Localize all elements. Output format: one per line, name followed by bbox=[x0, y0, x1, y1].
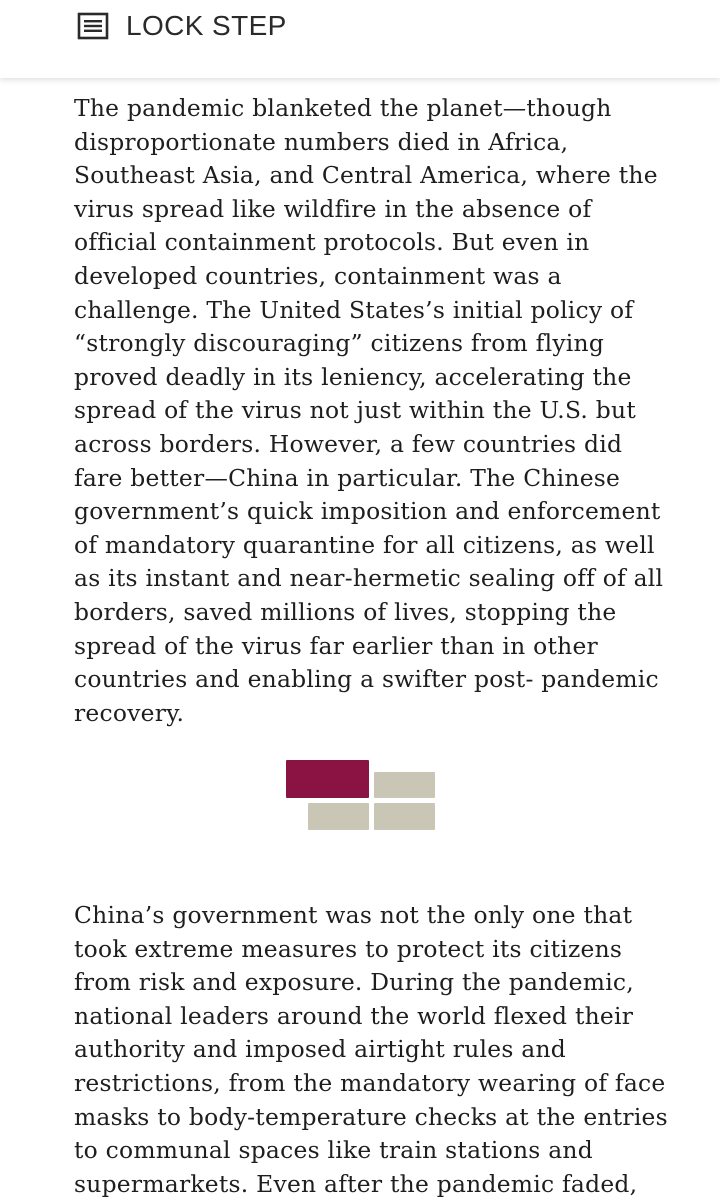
article-body bbox=[74, 92, 674, 730]
article-paragraph: The pandemic blanketed the planet—though disproportionate numbers died in Africa, Southeast Asia, and Central America, where the virus spread like wildfire in the absence of official containment protocols. But even in developed countries, containment was a challenge. The United States’s initial policy of “strongly discouraging” citizens from flying proved deadly in its leniency, accelerating the spread of the virus not just within the U.S. but across borders. However, a few countries did fare better—China in particular. The Chinese government’s quick imposition and enforcement of mandatory quarantine for all citizens, as well as its instant and near-hermetic sealing off of all borders, saved millions of lives, stopping the spread of the virus far earlier than in other countries and enabling a swifter post- pandemic recovery. bbox=[74, 94, 664, 727]
header bbox=[77, 7, 287, 45]
menu-lines-icon[interactable] bbox=[77, 12, 109, 40]
article-body-continued bbox=[74, 899, 674, 1200]
article-paragraph: China’s government was not the only one that took extreme measures to protect its citizens from risk and exposure. During the pandemic, national leaders around the world flexed their authority and imposed airtight rules and restrictions, from the mandatory wearing of face masks to body-temperature checks at the entries to communal spaces like train stations and supermarkets. Even after the pandemic faded, bbox=[74, 901, 668, 1198]
top-bar bbox=[0, 0, 720, 78]
page-title: LOCK STEP bbox=[126, 10, 287, 41]
divider-block bbox=[374, 772, 435, 798]
brick-divider-icon bbox=[286, 760, 436, 830]
divider-block-accent bbox=[286, 760, 369, 798]
divider-block bbox=[308, 803, 369, 830]
divider-block bbox=[374, 803, 435, 830]
